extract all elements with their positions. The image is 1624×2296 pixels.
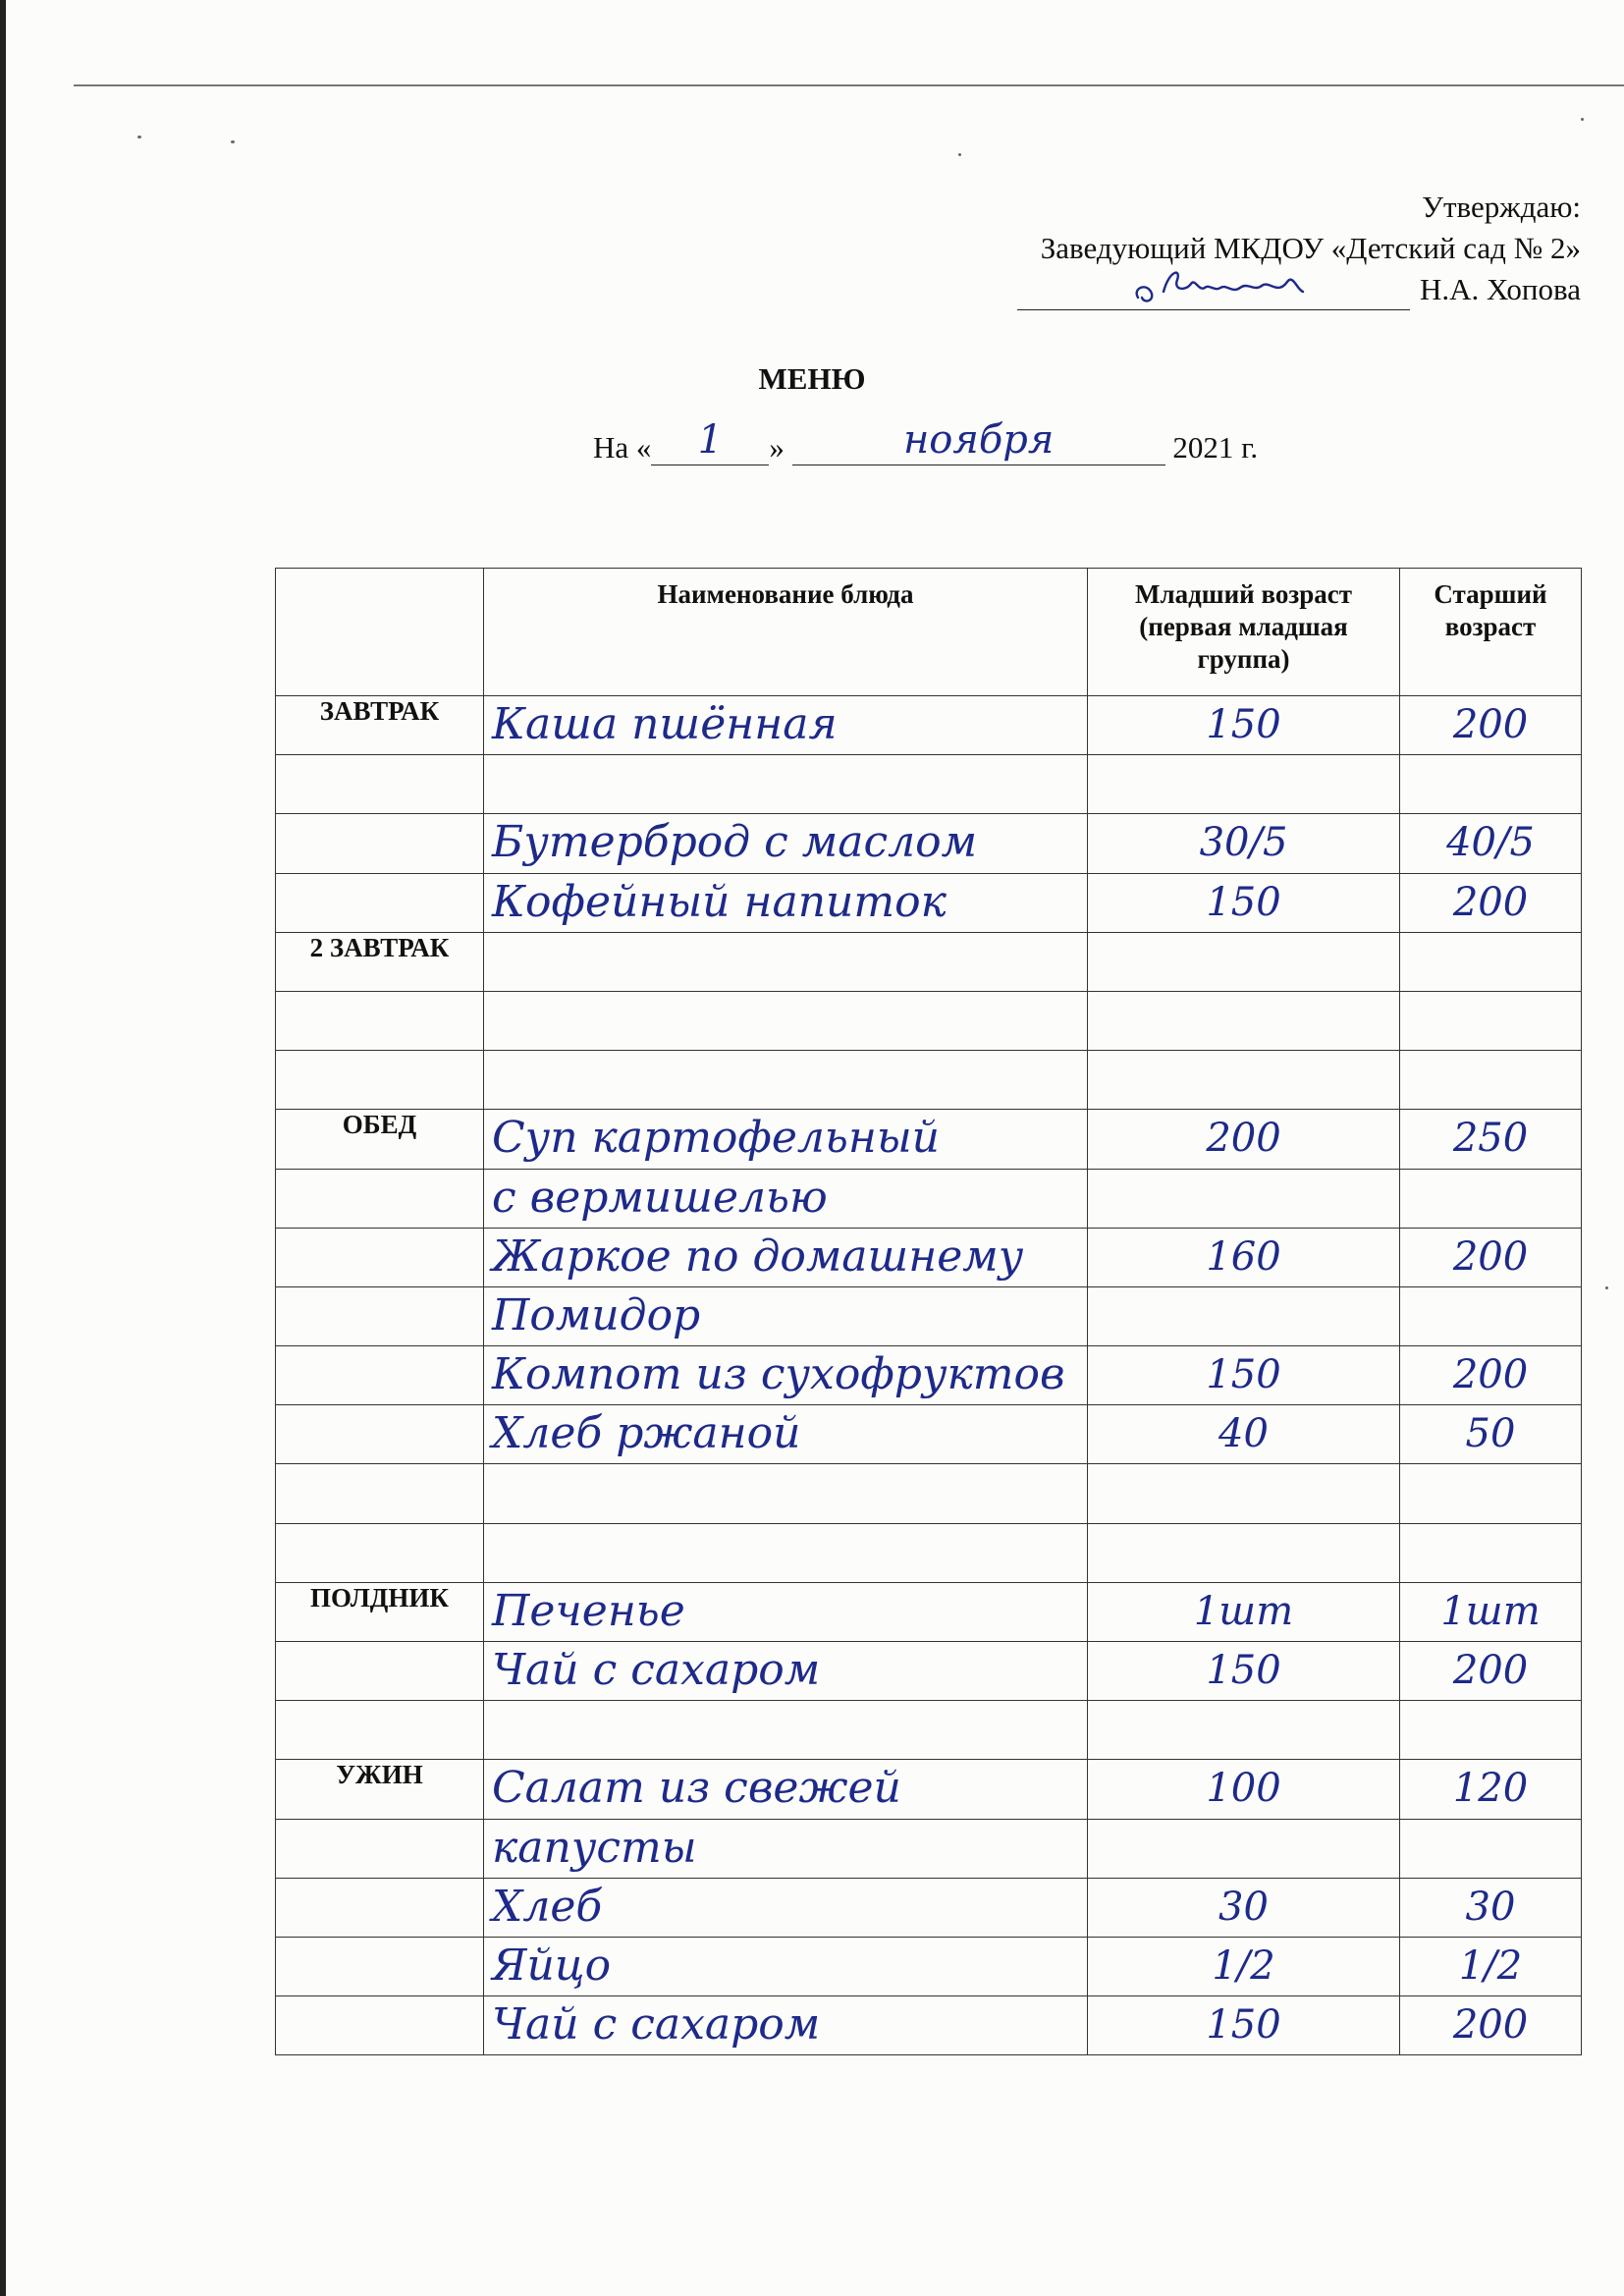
cell-young-portion: 1/2 [1088, 1937, 1400, 1995]
table-row [276, 1819, 1582, 1878]
table-row [276, 814, 1582, 873]
cell-dish: Чай с сахаром [484, 1996, 1088, 2055]
cell-old-portion: 1/2 [1400, 1937, 1582, 1995]
table-row [276, 1405, 1582, 1464]
cell-old-portion: 200 [1400, 1228, 1582, 1286]
cell-dish: Хлеб [484, 1878, 1088, 1937]
cell-young-portion [1088, 1169, 1400, 1228]
cell-meal [276, 1819, 484, 1878]
table-row [276, 1582, 1582, 1641]
date-day-field [651, 417, 769, 465]
date-month: ноября [902, 417, 1055, 463]
cell-young-portion: 1шт [1088, 1582, 1400, 1641]
cell-dish [484, 991, 1088, 1050]
table-row [276, 755, 1582, 814]
header-old-age: Старший возраст [1400, 569, 1582, 696]
cell-old-portion [1400, 1051, 1582, 1110]
table-row [276, 1051, 1582, 1110]
header-young-age: Младший возраст (первая младшая группа) [1088, 569, 1400, 696]
cell-old-portion: 120 [1400, 1760, 1582, 1819]
header-dish: Наименование блюда [484, 569, 1088, 696]
signature-name: Н.А. Хопова [1419, 272, 1581, 306]
table-row [276, 696, 1582, 755]
cell-meal [276, 1405, 484, 1464]
cell-old-portion [1400, 1701, 1582, 1760]
cell-dish [484, 1523, 1088, 1582]
cell-meal: ПОЛДНИК [276, 1582, 484, 1641]
table-row [276, 1169, 1582, 1228]
cell-dish: Яйцо [484, 1937, 1088, 1995]
approval-block [1017, 187, 1581, 310]
signature-line [1017, 276, 1410, 310]
cell-meal [276, 1937, 484, 1995]
cell-old-portion: 30 [1400, 1878, 1582, 1937]
date-prefix: На « [593, 430, 652, 465]
cell-meal [276, 755, 484, 814]
cell-old-portion: 200 [1400, 1346, 1582, 1405]
approval-position: Заведующий МКДОУ «Детский сад № 2» [1040, 231, 1581, 265]
scan-speck [231, 140, 235, 143]
cell-meal [276, 873, 484, 932]
menu-table-body [276, 696, 1582, 2055]
cell-meal [276, 1464, 484, 1523]
cell-meal: ОБЕД [276, 1110, 484, 1169]
date-mid: » [769, 430, 785, 465]
cell-dish: с вермишелью [484, 1169, 1088, 1228]
cell-meal [276, 1228, 484, 1286]
cell-meal: ЗАВТРАК [276, 696, 484, 755]
cell-dish [484, 1051, 1088, 1110]
cell-meal [276, 1701, 484, 1760]
scan-speck [137, 136, 141, 138]
table-row [276, 1464, 1582, 1523]
cell-dish [484, 1701, 1088, 1760]
cell-old-portion [1400, 932, 1582, 991]
cell-dish [484, 932, 1088, 991]
date-day: 1 [697, 417, 724, 463]
cell-old-portion: 200 [1400, 696, 1582, 755]
cell-dish [484, 1464, 1088, 1523]
cell-meal [276, 1051, 484, 1110]
approval-signature-row [1017, 269, 1581, 310]
date-line [593, 417, 1259, 465]
table-row [276, 1996, 1582, 2055]
cell-dish: Бутерброд с маслом [484, 814, 1088, 873]
cell-young-portion [1088, 1051, 1400, 1110]
cell-meal [276, 1996, 484, 2055]
cell-meal [276, 1878, 484, 1937]
table-row [276, 1286, 1582, 1345]
cell-meal [276, 1286, 484, 1345]
cell-old-portion: 50 [1400, 1405, 1582, 1464]
cell-meal [276, 991, 484, 1050]
cell-young-portion [1088, 1464, 1400, 1523]
cell-young-portion [1088, 932, 1400, 991]
table-row [276, 1701, 1582, 1760]
cell-old-portion: 200 [1400, 1996, 1582, 2055]
cell-dish: Кофейный напиток [484, 873, 1088, 932]
cell-young-portion: 150 [1088, 1996, 1400, 2055]
document-title: МЕНЮ [758, 361, 866, 396]
table-row [276, 1346, 1582, 1405]
cell-dish: Чай с сахаром [484, 1642, 1088, 1701]
date-month-field [792, 417, 1165, 465]
date-year: 2021 г. [1172, 430, 1259, 465]
scan-speck [1605, 1286, 1608, 1289]
cell-old-portion [1400, 1523, 1582, 1582]
cell-young-portion [1088, 1701, 1400, 1760]
cell-dish: Помидор [484, 1286, 1088, 1345]
cell-young-portion [1088, 755, 1400, 814]
menu-table [275, 568, 1582, 2055]
cell-young-portion: 150 [1088, 1642, 1400, 1701]
cell-young-portion [1088, 1819, 1400, 1878]
cell-dish: Жаркое по домашнему [484, 1228, 1088, 1286]
cell-dish: Компот из сухофруктов [484, 1346, 1088, 1405]
cell-dish: Хлеб ржаной [484, 1405, 1088, 1464]
cell-old-portion [1400, 1819, 1582, 1878]
cell-young-portion: 100 [1088, 1760, 1400, 1819]
table-row [276, 932, 1582, 991]
table-row [276, 1760, 1582, 1819]
cell-old-portion: 1шт [1400, 1582, 1582, 1641]
cell-dish: Печенье [484, 1582, 1088, 1641]
cell-old-portion: 40/5 [1400, 814, 1582, 873]
cell-meal: УЖИН [276, 1760, 484, 1819]
cell-old-portion: 200 [1400, 873, 1582, 932]
handwritten-signature [1130, 262, 1326, 311]
table-row [276, 1228, 1582, 1286]
cell-dish: Каша пшённая [484, 696, 1088, 755]
cell-meal [276, 814, 484, 873]
cell-meal: 2 ЗАВТРАК [276, 932, 484, 991]
cell-dish: Суп картофельный [484, 1110, 1088, 1169]
cell-meal [276, 1523, 484, 1582]
scan-left-edge [0, 0, 6, 2296]
scan-top-line [74, 84, 1624, 86]
scan-speck [958, 153, 961, 156]
cell-young-portion: 200 [1088, 1110, 1400, 1169]
cell-young-portion: 150 [1088, 873, 1400, 932]
cell-dish: Салат из свежей [484, 1760, 1088, 1819]
table-header-row [276, 569, 1582, 696]
cell-old-portion [1400, 991, 1582, 1050]
cell-old-portion [1400, 1286, 1582, 1345]
approval-label: Утверждаю: [1422, 190, 1581, 224]
cell-meal [276, 1642, 484, 1701]
cell-old-portion [1400, 755, 1582, 814]
table-row [276, 1523, 1582, 1582]
cell-young-portion: 150 [1088, 1346, 1400, 1405]
table-row [276, 1878, 1582, 1937]
cell-old-portion [1400, 1464, 1582, 1523]
cell-young-portion: 40 [1088, 1405, 1400, 1464]
table-row [276, 991, 1582, 1050]
table-row [276, 1110, 1582, 1169]
cell-old-portion [1400, 1169, 1582, 1228]
cell-young-portion: 30/5 [1088, 814, 1400, 873]
cell-old-portion: 200 [1400, 1642, 1582, 1701]
header-meal [276, 569, 484, 696]
cell-young-portion: 160 [1088, 1228, 1400, 1286]
cell-meal [276, 1346, 484, 1405]
cell-dish [484, 755, 1088, 814]
cell-dish: капусты [484, 1819, 1088, 1878]
cell-young-portion: 30 [1088, 1878, 1400, 1937]
table-row [276, 1642, 1582, 1701]
cell-young-portion [1088, 1523, 1400, 1582]
cell-young-portion [1088, 991, 1400, 1050]
cell-old-portion: 250 [1400, 1110, 1582, 1169]
table-row [276, 873, 1582, 932]
table-row [276, 1937, 1582, 1995]
cell-young-portion: 150 [1088, 696, 1400, 755]
scan-speck [1581, 118, 1584, 121]
cell-meal [276, 1169, 484, 1228]
cell-young-portion [1088, 1286, 1400, 1345]
